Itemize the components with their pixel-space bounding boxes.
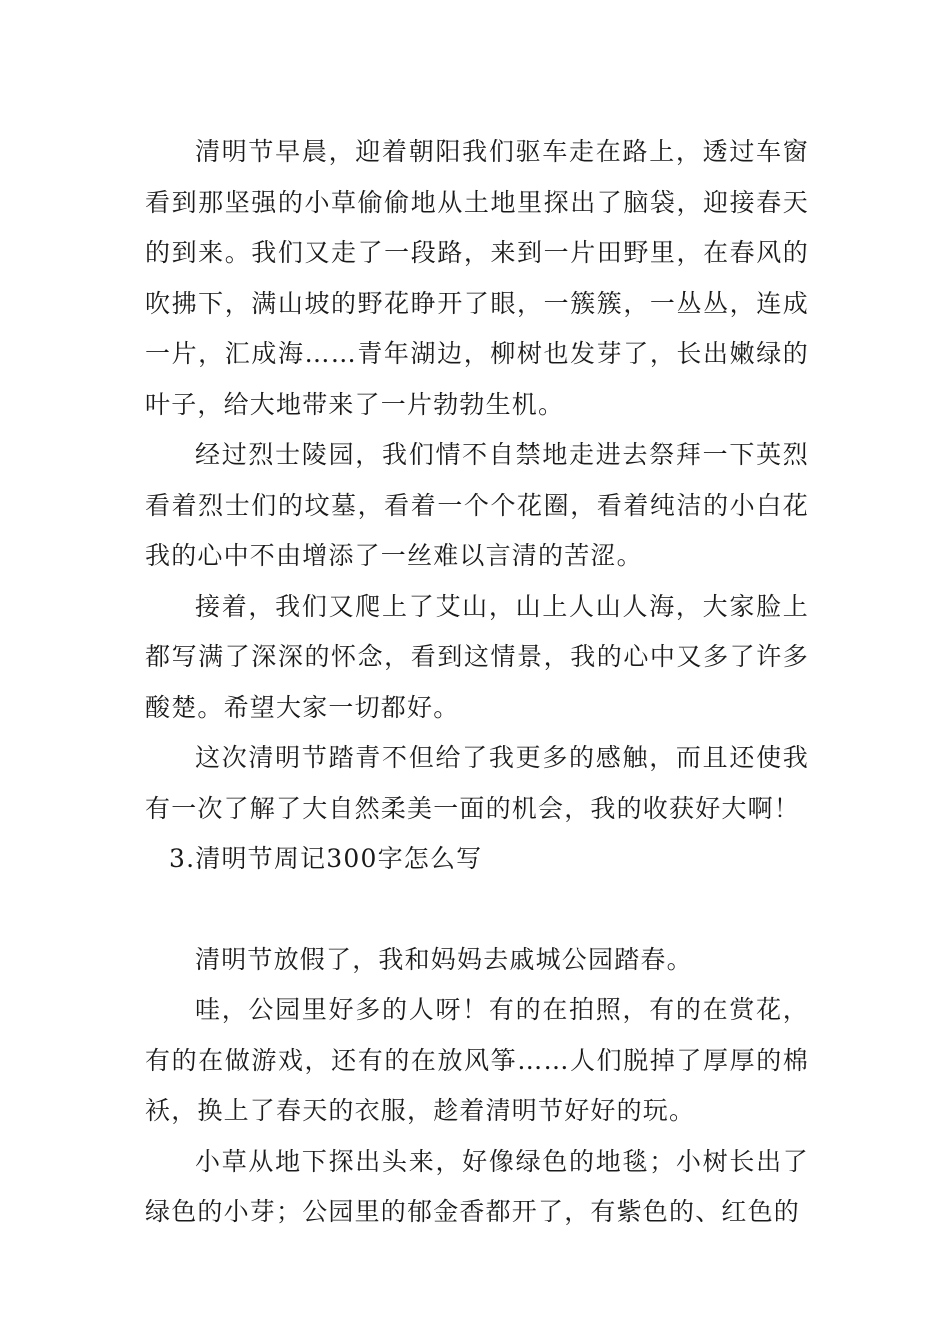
paragraph-morning-drive: 清明节早晨，迎着朝阳我们驱车走在路上，透过车窗看到那坚强的小草偷偷地从土地里探出了脑袋，迎接春天的到来。我们又走了一段路，来到一片田野里，在春风的吹拂下，满山坡的野花睁开了眼，一簇簇，一丛丛，连成一片，汇成海……青年湖边，柳树也发芽了，长出嫩绿的叶子，给大地带来了一片勃勃生机。 <box>145 137 809 419</box>
section-spacer <box>145 885 809 935</box>
paragraph-spring-plants: 小草从地下探出头来，好像绿色的地毯；小树长出了绿色的小芽；公园里的郁金香都开了，有紫色的、红色的 <box>145 1146 809 1226</box>
document-body <box>145 127 809 1238</box>
paragraph-ai-mountain: 接着，我们又爬上了艾山，山上人山人海，大家脸上都写满了深深的怀念，看到这情景，我的心中又多了许多酸楚。希望大家一切都好。 <box>145 591 809 722</box>
paragraph-park-crowd: 哇，公园里好多的人呀！有的在拍照，有的在赏花，有的在做游戏，还有的在放风筝……人们脱掉了厚厚的棉袄，换上了春天的衣服，趁着清明节好好的玩。 <box>145 995 809 1125</box>
paragraph-holiday-park: 清明节放假了，我和妈妈去戚城公园踏春。 <box>195 944 693 974</box>
paragraph-martyrs-cemetery: 经过烈士陵园，我们情不自禁地走进去祭拜一下英烈看着烈士们的坟墓，看着一个个花圈，看着纯洁的小白花我的心中不由增添了一丝难以言清的苦涩。 <box>145 440 809 570</box>
section-heading: 3.清明节周记300字怎么写 <box>169 844 483 873</box>
paragraph-outing-conclusion: 这次清明节踏青不但给了我更多的感触，而且还使我有一次了解了大自然柔美一面的机会，我的收获好大啊！ <box>145 743 809 823</box>
